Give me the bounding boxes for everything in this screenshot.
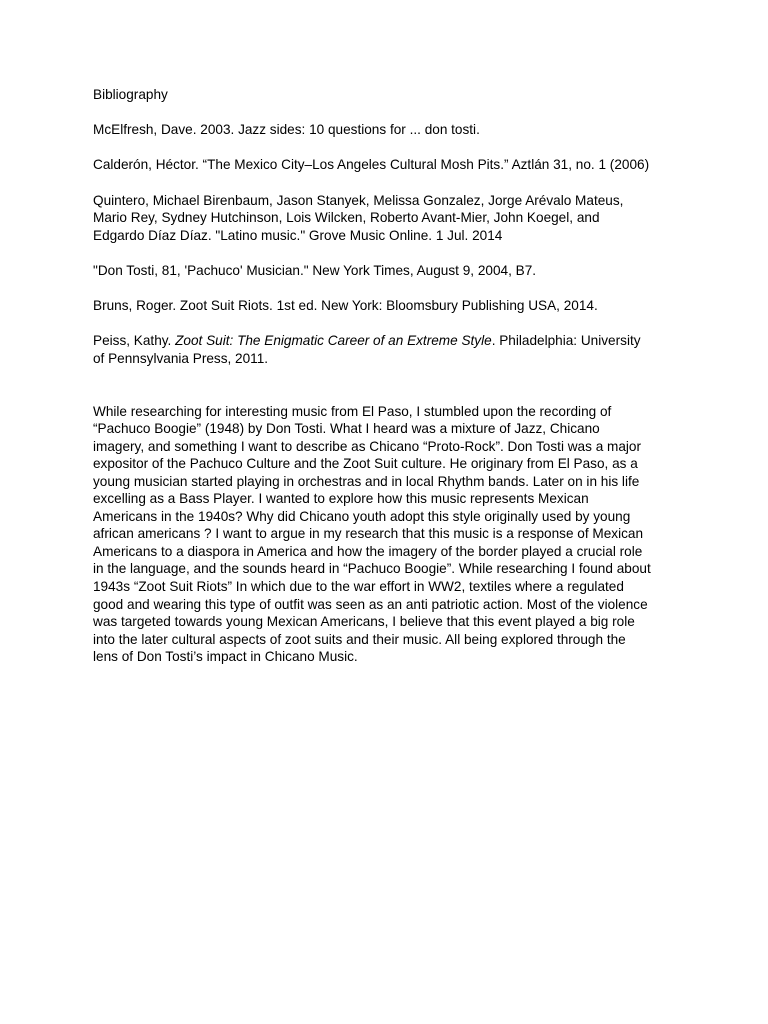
essay-line: expositor of the Pachuco Culture and the Zoot Suit culture. He originary from El Paso, as a: [93, 456, 638, 472]
entry-line: Bruns, Roger. Zoot Suit Riots. 1st ed. New York: Bloomsbury Publishing USA, 2014.: [93, 298, 598, 314]
essay-line: good and wearing this type of outfit was seen as an anti patriotic action. Most of the violence: [93, 596, 648, 612]
entry-line: "Don Tosti, 81, 'Pachuco' Musician." New York Times, August 9, 2004, B7.: [93, 262, 537, 278]
entry-line: McElfresh, Dave. 2003. Jazz sides: 10 questions for ... don tosti.: [93, 122, 480, 138]
essay-paragraph: [93, 403, 683, 666]
essay-line: Americans to a diaspora in America and how the imagery of the border played a crucial role: [93, 543, 643, 559]
bibliography-entry-bruns: [93, 297, 683, 315]
essay-line: was targeted towards young Mexican Americans, I believe that this event played a big role: [93, 614, 635, 630]
essay-line: lens of Don Tosti’s impact in Chicano Music.: [93, 649, 358, 665]
essay-line: in the language, and the sounds heard in “Pachuco Boogie”. While researching I found about: [93, 561, 651, 577]
essay-line: Americans in the 1940s? Why did Chicano youth adopt this style originally used by young: [93, 508, 631, 524]
peiss-author: Peiss, Kathy.: [93, 333, 176, 349]
bibliography-entry-peiss: [93, 332, 683, 367]
essay-line: excelling as a Bass Player. I wanted to explore how this music represents Mexican: [93, 491, 589, 507]
entry-line: Edgardo Díaz Díaz. "Latino music." Grove Music Online. 1 Jul. 2014: [93, 227, 503, 243]
bibliography-entry-quintero: [93, 192, 683, 245]
essay-line: “Pachuco Boogie” (1948) by Don Tosti. What I heard was a mixture of Jazz, Chicano: [93, 421, 600, 437]
essay-line: 1943s “Zoot Suit Riots” In which due to the war effort in WW2, textiles where a regulated: [93, 578, 624, 594]
essay-line: into the later cultural aspects of zoot suits and their music. All being explored through the: [93, 631, 626, 647]
essay-line: While researching for interesting music from El Paso, I stumbled upon the recording of: [93, 403, 612, 419]
entry-line: Quintero, Michael Birenbaum, Jason Stanyek, Melissa Gonzalez, Jorge Arévalo Mateus,: [93, 192, 624, 208]
entry-line: of Pennsylvania Press, 2011.: [93, 350, 269, 366]
essay-line: african americans ? I want to argue in my research that this music is a response of Mexican: [93, 526, 644, 542]
peiss-publisher: . Philadelphia: University: [491, 333, 641, 349]
essay-line: young musician started playing in orchestras and in local Rhythm bands. Later on in his life: [93, 473, 640, 489]
document-page: [93, 86, 683, 666]
entry-line: [93, 332, 683, 350]
bibliography-heading: Bibliography: [93, 87, 168, 102]
bibliography-entry-nytimes: [93, 262, 683, 280]
essay-line: imagery, and something I want to describe as Chicano “Proto-Rock”. Don Tosti was a major: [93, 438, 642, 454]
entry-line: Mario Rey, Sydney Hutchinson, Lois Wilcken, Roberto Avant-Mier, John Koegel, and: [93, 210, 600, 226]
bibliography-entry-mcelfresh: [93, 121, 683, 139]
peiss-title: Zoot Suit: The Enigmatic Career of an Extreme Style: [175, 333, 492, 349]
entry-line: Calderón, Héctor. “The Mexico City–Los Angeles Cultural Mosh Pits.” Aztlán 31, no. 1 (2006): [93, 157, 650, 173]
bibliography-entry-calderon: [93, 156, 683, 174]
